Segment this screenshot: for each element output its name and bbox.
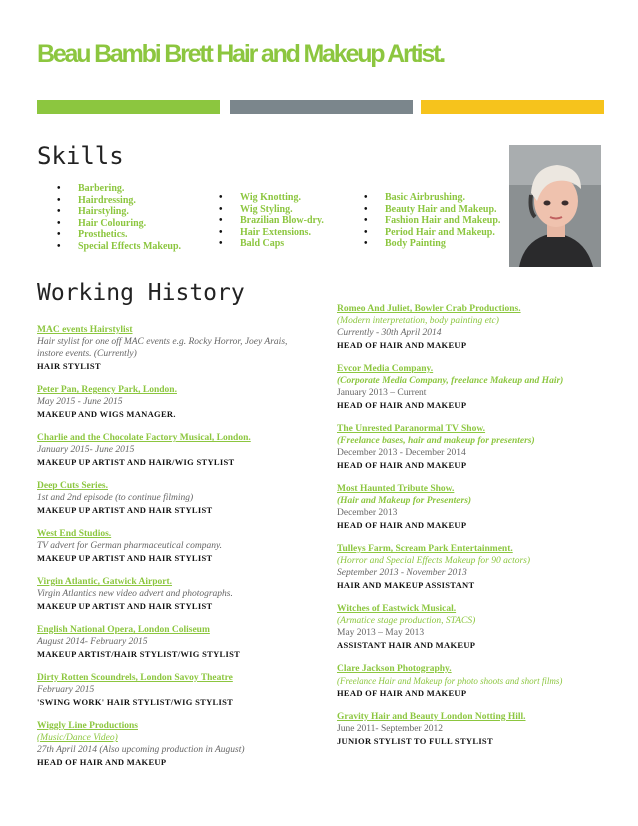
- history-column-left: [37, 324, 312, 780]
- skill-item: • Special Effects Makeup.: [57, 241, 181, 253]
- job-description: TV advert for German pharmaceutical company.: [37, 541, 223, 551]
- job-title: Most Haunted Tribute Show.: [337, 484, 455, 494]
- profile-photo-illustration: [509, 145, 601, 267]
- job-title: The Unrested Paranormal TV Show.: [337, 424, 486, 434]
- job-title: Witches of Eastwick Musical.: [337, 604, 457, 614]
- job-role: HEAD OF HAIR AND MAKEUP: [337, 688, 467, 698]
- job-entry: [337, 483, 612, 531]
- job-subtitle: (Armatice stage production, STACS): [337, 616, 476, 626]
- job-title: English National Opera, London Coliseum: [37, 625, 210, 635]
- skill-item: • Hairstyling.: [57, 206, 181, 218]
- job-role: HEAD OF HAIR AND MAKEUP: [337, 520, 467, 530]
- accent-bar-gray: [230, 100, 413, 114]
- job-role: HEAD OF HAIR AND MAKEUP: [337, 340, 467, 350]
- job-entry: [337, 711, 612, 747]
- job-entry: [337, 423, 612, 471]
- job-role: HAIR STYLIST: [37, 361, 101, 371]
- skill-item: • Period Hair and Makeup.: [364, 227, 500, 239]
- skills-list-3: [364, 192, 500, 250]
- job-role: MAKEUP AND WIGS MANAGER.: [37, 409, 176, 419]
- skills-list-1: [57, 183, 181, 252]
- job-subtitle: (Music/Dance Video): [37, 733, 118, 743]
- job-role: MAKEUP UP ARTIST AND HAIR STYLIST: [37, 601, 213, 611]
- job-entry: [337, 543, 612, 591]
- job-entry: [37, 528, 312, 564]
- job-title: Virgin Atlantic, Gatwick Airport.: [37, 577, 173, 587]
- job-role: HEAD OF HAIR AND MAKEUP: [337, 400, 467, 410]
- job-description: August 2014- February 2015: [37, 637, 148, 647]
- job-entry: [37, 324, 312, 372]
- job-date: December 2013: [337, 508, 398, 518]
- job-title: Deep Cuts Series.: [37, 481, 108, 491]
- job-subtitle: (Modern interpretation, body painting etc): [337, 316, 499, 326]
- skill-item: • Hair Extensions.: [219, 227, 324, 239]
- job-date: May 2013 – May 2013: [337, 628, 425, 638]
- job-entry: [337, 303, 612, 351]
- job-role: MAKEUP UP ARTIST AND HAIR STYLIST: [37, 553, 213, 563]
- job-title: Dirty Rotten Scoundrels, London Savoy Theatre: [37, 673, 233, 683]
- accent-bar-yellow: [421, 100, 604, 114]
- job-role: JUNIOR STYLIST TO FULL STYLIST: [337, 736, 493, 746]
- skill-item: • Barbering.: [57, 183, 181, 195]
- job-role: MAKEUP ARTIST/HAIR STYLIST/WIG STYLIST: [37, 649, 241, 659]
- working-history-heading: Working History: [37, 280, 245, 306]
- profile-photo: [509, 145, 601, 267]
- job-role: HEAD OF HAIR AND MAKEUP: [337, 460, 467, 470]
- skill-item: • Fashion Hair and Makeup.: [364, 215, 500, 227]
- job-role: 'SWING WORK' HAIR STYLIST/WIG STYLIST: [37, 697, 234, 707]
- resume-title: Beau Bambi Brett Hair and Makeup Artist.: [37, 40, 445, 68]
- skill-item: • Wig Styling.: [219, 204, 324, 216]
- job-subtitle: (Hair and Makeup for Presenters): [337, 496, 472, 506]
- job-entry: [337, 603, 612, 651]
- job-title: West End Studios.: [37, 529, 112, 539]
- skill-item: • Bald Caps: [219, 238, 324, 250]
- job-date: December 2013 - December 2014: [337, 448, 466, 458]
- job-role: ASSISTANT HAIR AND MAKEUP: [337, 640, 476, 650]
- skill-item: • Brazilian Blow-dry.: [219, 215, 324, 227]
- job-title: Gravity Hair and Beauty London Notting Hill.: [337, 712, 526, 722]
- skills-heading: Skills: [37, 142, 124, 170]
- skill-item: • Beauty Hair and Makeup.: [364, 204, 500, 216]
- job-title: Evcor Media Company.: [337, 364, 434, 374]
- job-subtitle: (Corporate Media Company, freelance Makeup and Hair): [337, 376, 564, 386]
- skill-item: • Prosthetics.: [57, 229, 181, 241]
- job-entry: [337, 663, 612, 699]
- skill-item: • Hairdressing.: [57, 195, 181, 207]
- job-entry: [37, 432, 312, 468]
- job-role: MAKEUP UP ARTIST AND HAIR STYLIST: [37, 505, 213, 515]
- job-description: May 2015 - June 2015: [37, 397, 123, 407]
- job-title: Clare Jackson Photography.: [337, 664, 452, 674]
- job-title: Charlie and the Chocolate Factory Musical, London.: [37, 433, 251, 443]
- job-date: Currently - 30th April 2014: [337, 328, 442, 338]
- job-subtitle: (Horror and Special Effects Makeup for 90 actors): [337, 556, 531, 566]
- job-description: 27th April 2014 (Also upcoming production in August): [37, 745, 245, 755]
- job-title: Romeo And Juliet, Bowler Crab Productions.: [337, 304, 521, 314]
- job-subtitle: (Freelance bases, hair and makeup for presenters): [337, 436, 535, 446]
- job-title: Tulleys Farm, Scream Park Entertainment.: [337, 544, 513, 554]
- skill-item: • Basic Airbrushing.: [364, 192, 500, 204]
- job-entry: [37, 720, 312, 768]
- skill-item: • Wig Knotting.: [219, 192, 324, 204]
- job-date: June 2011- September 2012: [337, 724, 443, 734]
- skills-list-2: [219, 192, 324, 250]
- job-entry: [37, 672, 312, 708]
- job-description: Hair stylist for one off MAC events e.g. Rocky Horror, Joey Arais, instore events. (Currently): [37, 337, 288, 359]
- job-description: Virgin Atlantics new video advert and photographs.: [37, 589, 233, 599]
- job-entry: [37, 384, 312, 420]
- job-subtitle: (Freelance Hair and Makeup for photo shoots and short films): [337, 676, 563, 686]
- job-entry: [37, 576, 312, 612]
- job-role: HEAD OF HAIR AND MAKEUP: [37, 757, 167, 767]
- job-description: January 2015- June 2015: [37, 445, 135, 455]
- job-description: 1st and 2nd episode (to continue filming): [37, 493, 194, 503]
- job-description: February 2015: [37, 685, 95, 695]
- accent-bar-green: [37, 100, 220, 114]
- job-role: MAKEUP UP ARTIST AND HAIR/WIG STYLIST: [37, 457, 235, 467]
- history-column-right: [337, 303, 612, 759]
- skill-item: • Hair Colouring.: [57, 218, 181, 230]
- job-entry: [337, 363, 612, 411]
- job-title: Wiggly Line Productions: [37, 721, 138, 731]
- job-role: HAIR AND MAKEUP ASSISTANT: [337, 580, 475, 590]
- job-title: Peter Pan, Regency Park, London.: [37, 385, 177, 395]
- job-title: MAC events Hairstylist: [37, 325, 133, 335]
- job-entry: [37, 480, 312, 516]
- job-date: January 2013 – Current: [337, 388, 427, 398]
- job-entry: [37, 624, 312, 660]
- job-date: September 2013 - November 2013: [337, 568, 467, 578]
- skill-item: • Body Painting: [364, 238, 500, 250]
